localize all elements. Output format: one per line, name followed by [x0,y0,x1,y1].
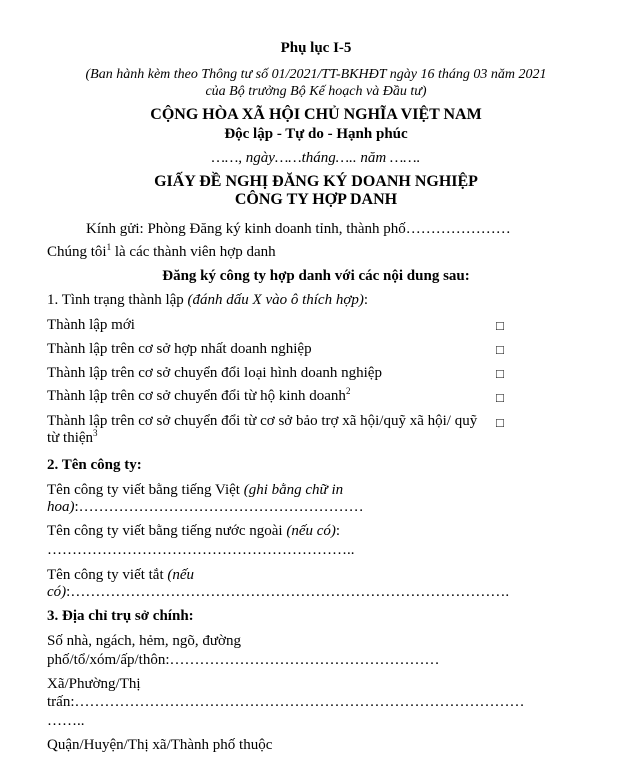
intro-before: Chúng tôi [47,244,107,260]
date-line: ……, ngày……tháng….. năm ……. [211,150,421,166]
foreign-name-note: (nếu có) [286,523,336,539]
form-title-line1: GIẤY ĐỀ NGHỊ ĐĂNG KÝ DOANH NGHIỆP [154,173,478,190]
intro-text [47,243,276,261]
section1-note: (đánh dấu X vào ô thích hợp) [187,292,364,308]
vn-name-note-cont: hoa) [47,499,75,515]
section1-colon: : [363,292,369,308]
section1-label: 1. Tình trạng thành lập [47,292,188,308]
ward-label: Xã/Phường/Thị [47,676,141,692]
foreign-name-label: Tên công ty viết bằng tiếng nước ngoài [47,523,287,539]
ward-field-cont[interactable]: …….. [47,713,85,729]
motto: Độc lập - Tự do - Hạnh phúc [224,126,408,142]
checkbox-merge[interactable]: □ [496,342,504,357]
option-merge: Thành lập trên cơ sở hợp nhất doanh nghiệp [47,341,312,357]
foreign-name-line1 [47,522,340,540]
district-label: Quận/Huyện/Thị xã/Thành phố thuộc [47,737,273,753]
option-social-fund-line2 [47,429,98,447]
short-name-note: (nếu [167,567,195,583]
footnote-3: 3 [93,428,98,438]
form-title-line2: CÔNG TY HỢP DANH [234,191,398,208]
checkbox-household[interactable]: □ [496,390,504,405]
footnote-1: 1 [106,242,112,252]
vn-name-line1 [47,481,343,499]
issued-note-line1: (Ban hành kèm theo Thông tư số 01/2021/TT-BKHĐT ngày 16 tháng 03 năm 2021 [85,67,547,82]
footnote-2: 2 [345,386,351,396]
option-household [47,387,350,405]
register-heading: Đăng ký công ty hợp danh với các nội dung sau: [162,268,470,284]
short-name-line1 [47,566,194,584]
checkbox-new[interactable]: □ [496,318,504,333]
short-name-line2 [47,583,509,601]
section1-heading [47,291,368,309]
foreign-name-field[interactable]: …………………………………………………….. [47,542,355,558]
intro-after: là các thành viên hợp danh [111,244,276,260]
option-household-text: Thành lập trên cơ sở chuyển đổi từ hộ kinh doanh [47,388,346,404]
short-name-note-cont: có) [47,584,67,600]
ward-field[interactable]: trấn:……………………………………………………………………………… [47,694,525,710]
option-social-fund-line1: Thành lập trên cơ sở chuyển đổi từ cơ sở bảo trợ xã hội/quỹ xã hội/ quỹ [47,413,478,429]
short-name-field[interactable]: :……………………………………………………………………………. [66,584,510,600]
vn-name-note: (ghi bằng chữ in [243,482,344,498]
section3-heading: 3. Địa chỉ trụ sở chính: [47,608,194,624]
street-label: Số nhà, ngách, hẻm, ngõ, đường [47,633,241,649]
vn-name-label: Tên công ty viết bằng tiếng Việt [47,482,244,498]
appendix-title: Phụ lục I-5 [280,40,352,56]
checkbox-convert-type[interactable]: □ [496,366,504,381]
street-field[interactable]: phố/tổ/xóm/ấp/thôn:……………………………………………… [47,652,440,668]
option-convert-type: Thành lập trên cơ sở chuyển đổi loại hình doanh nghiệp [47,365,382,381]
vn-name-line2 [47,498,364,516]
short-name-label: Tên công ty viết tắt [47,567,168,583]
addressee: Kính gửi: Phòng Đăng ký kinh doanh tỉnh, thành phố………………… [86,221,511,237]
section2-heading: 2. Tên công ty: [47,457,142,473]
option-social-fund-text: từ thiện [47,430,94,446]
vn-name-field[interactable]: :………………………………………………… [74,499,364,515]
checkbox-social-fund[interactable]: □ [496,415,504,430]
foreign-name-colon: : [335,523,341,539]
country-name: CỘNG HÒA XÃ HỘI CHỦ NGHĨA VIỆT NAM [150,106,482,123]
option-new: Thành lập mới [47,317,135,333]
issued-note-line2: của Bộ trưởng Bộ Kế hoạch và Đầu tư) [205,84,427,99]
